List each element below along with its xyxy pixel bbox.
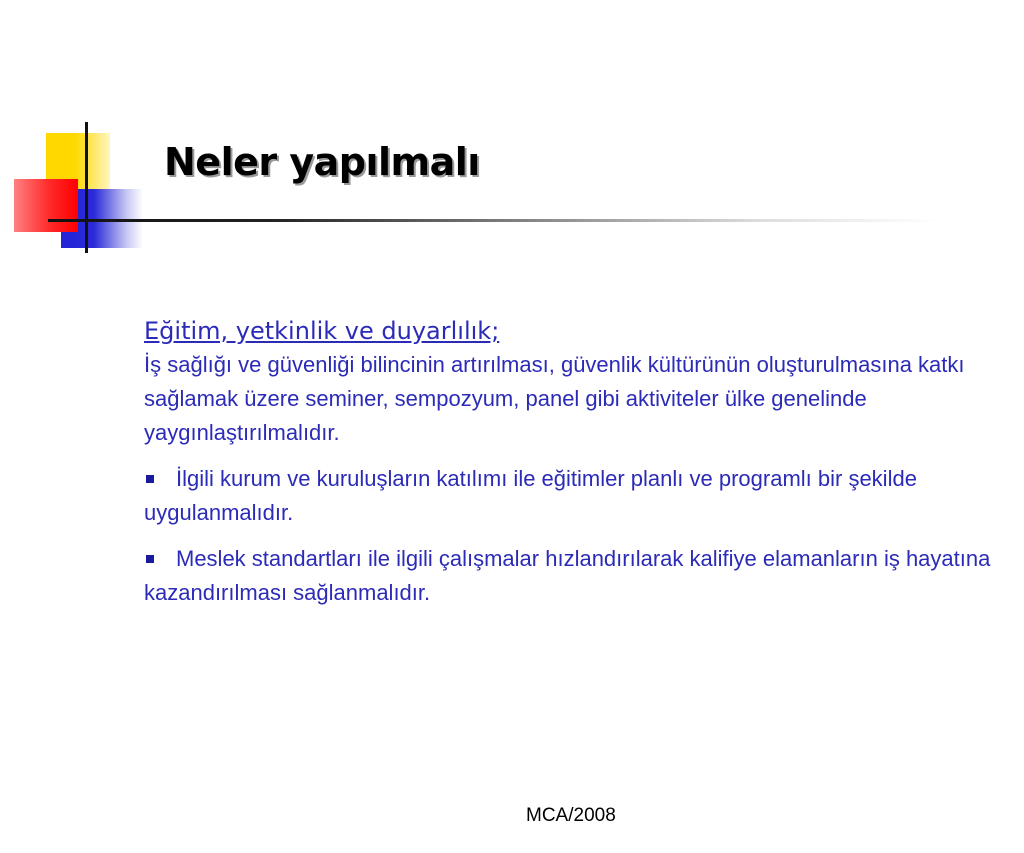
slide-body [144, 314, 994, 610]
title-underline [48, 219, 938, 222]
slide-footer: MCA/2008 [526, 805, 616, 826]
list-item [144, 462, 994, 530]
logo-red-square [14, 179, 78, 232]
square-bullet-icon [146, 475, 154, 483]
intro-paragraph: İş sağlığı ve güvenliği bilincinin artırılması, güvenlik kültürünün oluşturulmasına katkı sağlamak üzere seminer, sempozyum, panel gibi aktiviteler ülke genelinde yaygınlaştırılmalıdır. [144, 352, 965, 445]
bullet-text: İlgili kurum ve kuruluşların katılımı ile eğitimler planlı ve programlı bir şekilde uygulanmalıdır. [144, 466, 917, 525]
logo-vertical-line [85, 122, 88, 253]
square-bullet-icon [146, 555, 154, 563]
subheading-link[interactable]: Eğitim, yetkinlik ve duyarlılık; [144, 317, 500, 345]
list-item [144, 542, 994, 610]
slide-title: Neler yapılmalı [164, 140, 480, 184]
bullet-text: Meslek standartları ile ilgili çalışmalar hızlandırılarak kalifiye elamanların iş hayatına kazandırılması sağlanmalıdır. [144, 546, 991, 605]
